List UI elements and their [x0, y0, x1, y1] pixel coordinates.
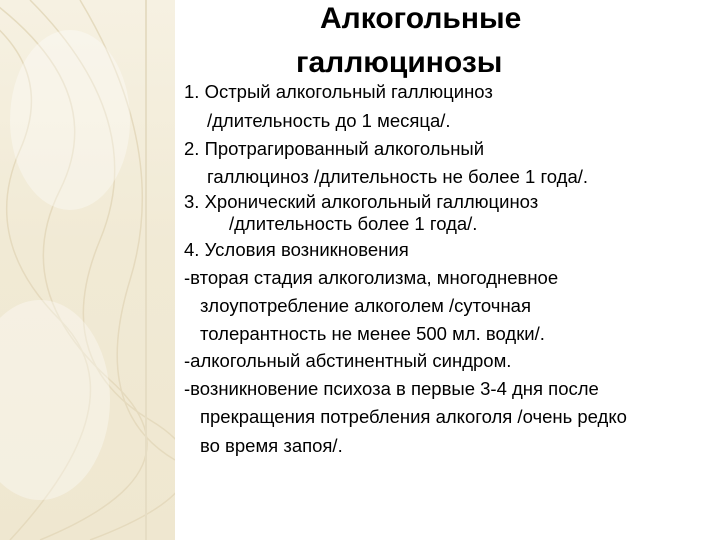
- slide-title-line-2: галлюцинозы: [296, 46, 503, 79]
- text-line: 1. Острый алкогольный галлюциноз: [184, 81, 493, 102]
- text-line: прекращения потребления алкоголя /очень редко: [200, 406, 627, 427]
- slide-title-line-1: Алкогольные: [320, 2, 522, 35]
- text-line: 4. Условия возникновения: [184, 239, 409, 260]
- text-line: галлюциноз /длительность не более 1 года/.: [207, 166, 589, 187]
- text-line: -алкогольный абстинентный синдром.: [184, 350, 512, 371]
- text-line: злоупотребление алкоголем /суточная: [200, 295, 531, 316]
- text-line: /длительность до 1 месяца/.: [207, 110, 451, 131]
- text-line: -вторая стадия алкоголизма, многодневное: [184, 267, 559, 288]
- text-line: толерантность не менее 500 мл. водки/.: [200, 323, 545, 344]
- text-line: 2. Протрагированный алкогольный: [184, 138, 485, 159]
- text-line: во время запоя/.: [200, 435, 343, 456]
- text-line: /длительность более 1 года/.: [229, 213, 478, 234]
- text-line: -возникновение психоза в первые 3-4 дня после: [184, 378, 599, 399]
- text-line: 3. Хронический алкогольный галлюциноз: [184, 191, 539, 212]
